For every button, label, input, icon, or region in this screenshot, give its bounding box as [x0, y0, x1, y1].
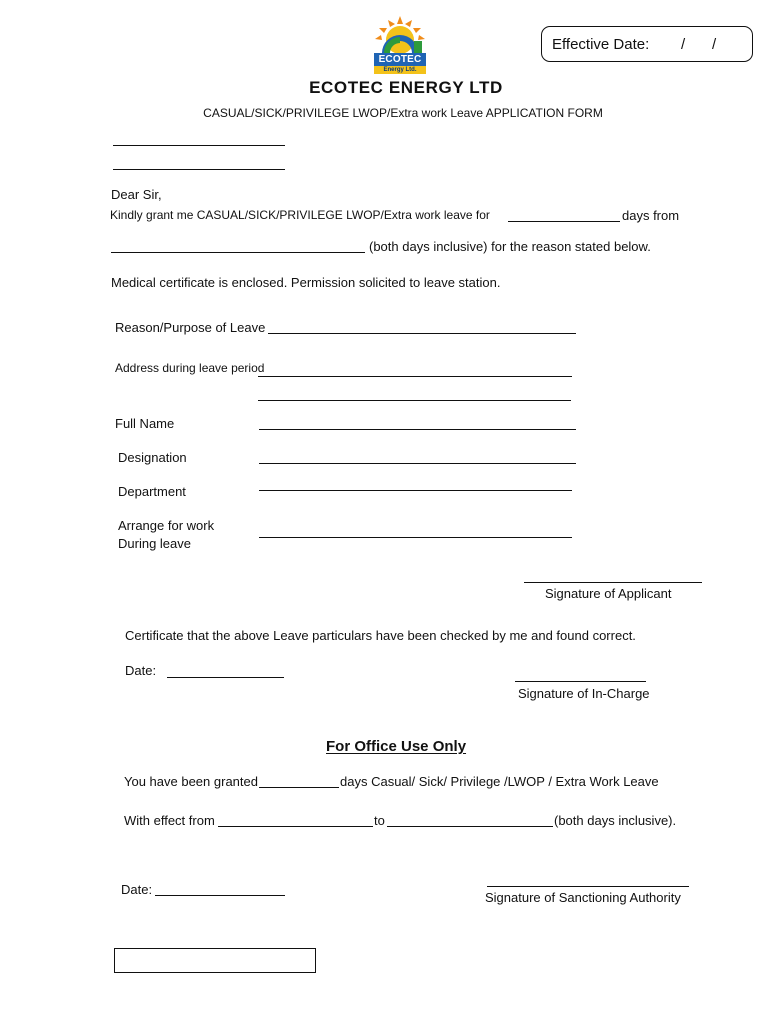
logo-brand-text: ECOTEC — [374, 53, 426, 66]
effective-date-label: Effective Date: — [552, 36, 650, 53]
address-field-2[interactable] — [258, 400, 571, 401]
leave-request-text: Kindly grant me CASUAL/SICK/PRIVILEGE LWOP/Extra work leave for — [110, 208, 490, 222]
certificate-text: Certificate that the above Leave particulars have been checked by me and found correct. — [125, 628, 636, 643]
full-name-label: Full Name — [115, 416, 175, 431]
designation-field[interactable] — [259, 463, 576, 464]
designation-label: Designation — [118, 450, 187, 465]
effect-from-label: With effect from — [124, 813, 215, 828]
effect-from-field[interactable] — [218, 826, 373, 827]
department-label: Department — [118, 484, 186, 499]
office-date-field[interactable] — [155, 895, 285, 896]
date-separator: / — [712, 36, 717, 53]
days-inclusive-text: (both days inclusive) for the reason stated below. — [369, 239, 651, 254]
to-address-line[interactable] — [113, 169, 285, 170]
applicant-signature-line[interactable] — [524, 582, 702, 583]
granted-prefix: You have been granted — [124, 774, 258, 789]
medical-certificate-text: Medical certificate is enclosed. Permission solicited to leave station. — [111, 275, 501, 290]
reason-field[interactable] — [268, 333, 576, 334]
in-charge-signature-line[interactable] — [515, 681, 646, 682]
office-reference-box[interactable] — [114, 948, 316, 973]
form-title: CASUAL/SICK/PRIVILEGE LWOP/Extra work Leave APPLICATION FORM — [203, 106, 603, 120]
certificate-date-field[interactable] — [167, 677, 284, 678]
department-field[interactable] — [259, 490, 572, 491]
effect-to-label: to — [374, 813, 385, 828]
sun-gear-icon — [370, 15, 430, 55]
salutation: Dear Sir, — [111, 187, 162, 202]
arrange-work-label: Arrange for work — [118, 518, 215, 533]
in-charge-signature-label: Signature of In-Charge — [518, 686, 650, 701]
applicant-signature-label: Signature of Applicant — [545, 586, 672, 601]
address-field[interactable] — [258, 376, 572, 377]
granted-days-field[interactable] — [259, 787, 339, 788]
arrange-work-label-2: During leave — [118, 536, 191, 551]
days-count-field[interactable] — [508, 221, 620, 222]
sanctioning-signature-line[interactable] — [487, 886, 689, 887]
office-date-label: Date: — [121, 882, 153, 897]
full-name-field[interactable] — [259, 429, 576, 430]
company-logo — [370, 15, 430, 75]
arrange-work-field[interactable] — [259, 537, 572, 538]
granted-suffix: days Casual/ Sick/ Privilege /LWOP / Extra Work Leave — [340, 774, 659, 789]
logo-sub-text: Energy Ltd. — [374, 66, 426, 74]
company-title: ECOTEC ENERGY LTD — [309, 78, 503, 97]
sanctioning-signature-label: Signature of Sanctioning Authority — [485, 890, 681, 905]
address-label: Address during leave period — [115, 361, 265, 375]
from-date-field[interactable] — [111, 252, 365, 253]
date-separator: / — [681, 36, 686, 53]
effect-inclusive-text: (both days inclusive). — [554, 813, 677, 828]
days-from-text: days from — [622, 208, 680, 223]
effect-to-field[interactable] — [387, 826, 553, 827]
certificate-date-label: Date: — [125, 663, 157, 678]
to-address-line[interactable] — [113, 145, 285, 146]
effective-date-box[interactable] — [541, 26, 753, 62]
reason-label: Reason/Purpose of Leave — [115, 320, 266, 335]
office-use-heading: For Office Use Only — [326, 738, 467, 755]
